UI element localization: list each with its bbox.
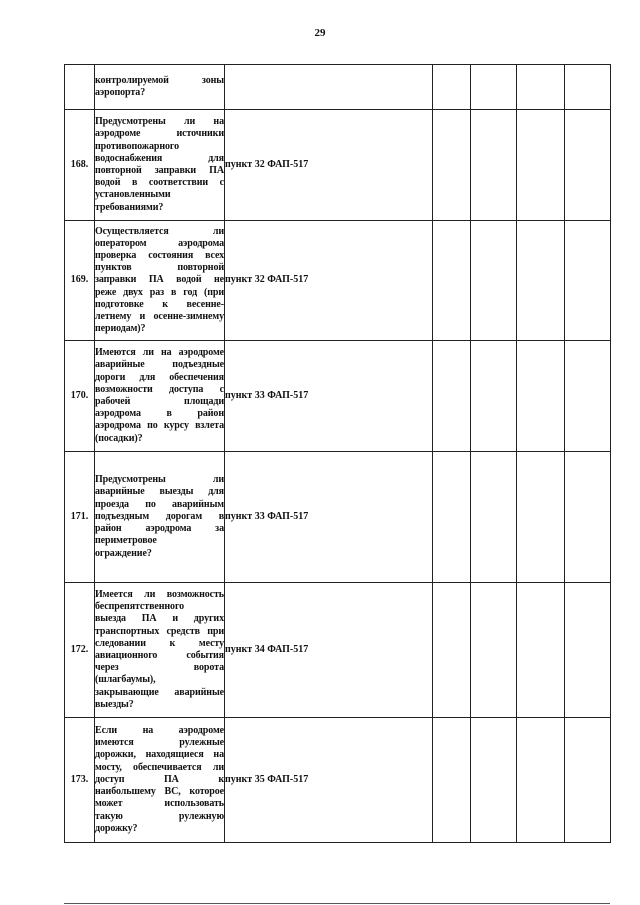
page-number: 29	[314, 27, 326, 39]
question-line: дорожки, находящиеся на	[95, 749, 224, 761]
table-row	[65, 65, 611, 110]
regulation-reference: пункт 33 ФАП-517	[225, 452, 433, 583]
regulation-reference: пункт 32 ФАП-517	[225, 221, 433, 341]
question-line: повторной заправки ПА	[95, 165, 224, 176]
question-line: летнему и осенне-зимнему	[95, 311, 224, 322]
question-line: установленными	[95, 189, 171, 201]
question-line: выезды?	[95, 698, 134, 710]
question-line: периодам)?	[95, 323, 146, 335]
question-line: Имеются ли на аэродроме	[95, 347, 224, 359]
question-line: периметровое	[95, 535, 157, 547]
answer-cell	[517, 718, 565, 843]
answer-cell	[471, 341, 517, 452]
answer-cell	[517, 65, 565, 110]
question-line: наибольшему ВС, которое	[95, 786, 224, 798]
question-line: беспрепятственного	[95, 601, 185, 613]
answer-cell	[471, 718, 517, 843]
question-line: реже двух раз в год (при	[95, 286, 224, 298]
regulation-reference: пункт 33 ФАП-517	[225, 341, 433, 452]
table-row	[65, 221, 611, 341]
question-line: выезда ПА и других	[95, 613, 224, 625]
answer-cell	[517, 341, 565, 452]
question-line: проверка состояния всех	[95, 249, 224, 261]
regulation-reference: пункт 35 ФАП-517	[225, 718, 433, 843]
item-number: 171.	[65, 452, 95, 583]
question-line: район аэродрома за	[95, 523, 224, 535]
question-line: аэродрома по курсу взлета	[95, 420, 224, 432]
answer-cell	[565, 341, 611, 452]
table-row	[65, 583, 611, 718]
page-bottom-rule	[64, 903, 610, 904]
table-row	[65, 452, 611, 583]
answer-cell	[471, 110, 517, 221]
answer-cell	[471, 65, 517, 110]
item-number: 173.	[65, 718, 95, 843]
table-row	[65, 110, 611, 221]
question-line: проезда по аварийным	[95, 498, 224, 510]
regulation-reference: пункт 32 ФАП-517	[225, 110, 433, 221]
answer-cell	[517, 110, 565, 221]
answer-cell	[433, 221, 471, 341]
question-line: доступ ПА к	[95, 773, 224, 785]
question-line: возможности доступа с	[95, 383, 224, 395]
question-line: аэродроме источники	[95, 128, 224, 140]
question-line: имеются рулежные	[95, 737, 224, 749]
answer-cell	[565, 452, 611, 583]
question-cell	[95, 452, 225, 583]
answer-cell	[471, 221, 517, 341]
question-line: аварийные выезды для	[95, 486, 224, 498]
question-line: авиационного события	[95, 650, 224, 661]
question-line: следовании к месту	[95, 637, 224, 649]
question-line: дорожку?	[95, 822, 138, 834]
question-line: Имеется ли возможность	[95, 588, 224, 600]
table-row	[65, 718, 611, 843]
question-line: через ворота	[95, 662, 224, 674]
question-line: пунктов повторной	[95, 262, 224, 274]
answer-cell	[517, 452, 565, 583]
item-number: 169.	[65, 221, 95, 341]
question-cell	[95, 718, 225, 843]
answer-cell	[433, 341, 471, 452]
item-number: 168.	[65, 110, 95, 221]
regulation-reference	[225, 65, 433, 110]
question-line: аварийные подъездные	[95, 359, 224, 371]
question-line: водоснабжения для	[95, 152, 224, 164]
question-line: аэродрома в район	[95, 408, 224, 420]
question-cell	[95, 65, 225, 110]
answer-cell	[565, 718, 611, 843]
answer-cell	[433, 110, 471, 221]
question-line: (посадки)?	[95, 432, 143, 444]
question-line: подготовке к весенне-	[95, 298, 224, 310]
question-line: транспортных средств при	[95, 625, 224, 637]
question-line: мосту, обеспечивается ли	[95, 761, 224, 773]
item-number: 172.	[65, 583, 95, 718]
question-line: заправки ПА водой не	[95, 274, 224, 286]
question-line: подъездным дорогам в	[95, 510, 224, 522]
question-line: Осуществляется ли	[95, 225, 224, 237]
answer-cell	[565, 221, 611, 341]
question-line: Если на аэродроме	[95, 725, 224, 737]
question-line: Предусмотрены ли на	[95, 116, 224, 128]
answer-cell	[471, 452, 517, 583]
answer-cell	[433, 718, 471, 843]
question-cell	[95, 221, 225, 341]
item-number	[65, 65, 95, 110]
question-line: контролируемой зоны	[95, 74, 224, 86]
question-line: дороги для обеспечения	[95, 371, 224, 383]
question-line: оператором аэродрома	[95, 237, 224, 249]
answer-cell	[517, 583, 565, 718]
question-line: (шлагбаумы),	[95, 674, 156, 686]
answer-cell	[433, 65, 471, 110]
table-row	[65, 341, 611, 452]
question-cell	[95, 110, 225, 221]
question-line: водой в соответствии с	[95, 177, 224, 189]
answer-cell	[565, 65, 611, 110]
question-line: закрывающие аварийные	[95, 686, 224, 698]
question-line: может использовать	[95, 798, 224, 810]
question-line: требованиями?	[95, 201, 164, 213]
question-line: ограждение?	[95, 547, 152, 559]
checklist-table	[64, 64, 611, 843]
answer-cell	[565, 110, 611, 221]
question-line: такую рулежную	[95, 810, 224, 822]
answer-cell	[565, 583, 611, 718]
question-line: рабочей площади	[95, 396, 224, 407]
answer-cell	[471, 583, 517, 718]
question-cell	[95, 583, 225, 718]
question-line: аэропорта?	[95, 87, 146, 98]
answer-cell	[433, 583, 471, 718]
answer-cell	[517, 221, 565, 341]
answer-cell	[433, 452, 471, 583]
item-number: 170.	[65, 341, 95, 452]
question-line: противопожарного	[95, 140, 179, 152]
question-cell	[95, 341, 225, 452]
question-line: Предусмотрены ли	[95, 474, 224, 486]
regulation-reference: пункт 34 ФАП-517	[225, 583, 433, 718]
